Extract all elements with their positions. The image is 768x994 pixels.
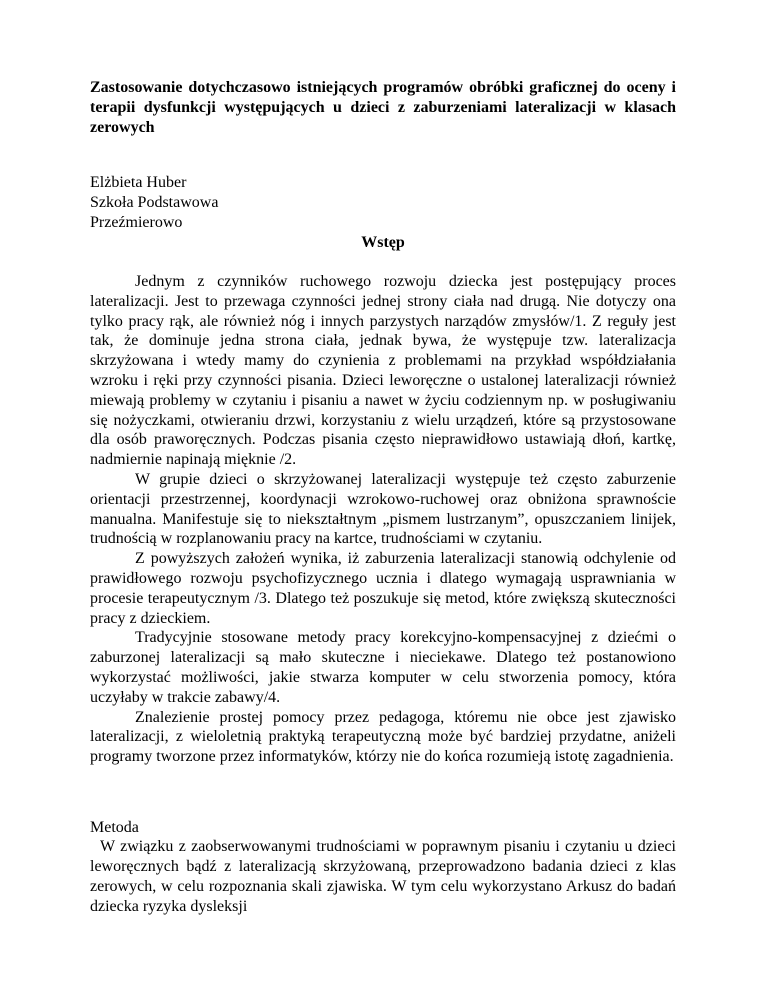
intro-paragraph-3: Z powyższych założeń wynika, iż zaburzenia lateralizacji stanowią odchylenie od prawidłowego rozwoju psychofizycznego ucznia i dlatego wymagają usprawniania w procesie terapeutycznym /3. Dlatego też poszukuje się metod, które zwiększą skuteczności pracy z dzieckiem. (90, 550, 676, 627)
intro-heading: Wstęp (361, 234, 405, 251)
intro-body (90, 272, 676, 767)
author-place: Przeźmierowo (90, 214, 183, 231)
author-block (90, 173, 218, 233)
method-paragraph: W związku z zaobserwowanymi trudnościami w poprawnym pisaniu i czytaniu u dzieci leworęcznych bądź z lateralizacją skrzyżowaną, przeprowadzono badania dzieci z klas zerowych, w celu rozpoznania skali zjawiska. W tym celu wykorzystano Arkusz do badań dziecka ryzyka dysleksji (90, 838, 676, 915)
author-school: Szkoła Podstawowa (90, 194, 219, 211)
intro-paragraph-4: Tradycyjnie stosowane metody pracy korekcyjno-kompensacyjnej z dziećmi o zaburzonej lateralizacji są mało skuteczne i nieciekawe. Dlatego też postanowiono wykorzystać możliwości, jakie stwarza komputer w celu stworzenia pomocy, która uczyłaby w trakcie zabawy/4. (90, 629, 676, 706)
method-heading: Metoda (90, 819, 139, 836)
author-name: Elżbieta Huber (90, 174, 187, 191)
document-title: Zastosowanie dotychczasowo istniejących programów obróbki graficznej do oceny i terapii dysfunkcji występujących u dzieci z zaburzeniami lateralizacji w klasach zerowych (90, 79, 676, 136)
method-body (90, 837, 676, 917)
intro-paragraph-5: Znalezienie prostej pomocy przez pedagoga, któremu nie obce jest zjawisko lateralizacji, z wieloletnią praktyką terapeutyczną może być bardziej przydatne, aniżeli programy tworzone przez informatyków, którzy nie do końca rozumieją istotę zagadnienia. (90, 708, 676, 766)
intro-paragraph-2: W grupie dzieci o skrzyżowanej lateralizacji występuje też często zaburzenie orientacji przestrzennej, koordynacji wzrokowo-ruchowej oraz obniżona sprawnoście manualna. Manifestuje się to niekształtnym „pismem lustrzanym”, opuszczaniem linijek, trudnością w rozplanowaniu pracy na kartce, trudnościami w czytaniu. (90, 470, 676, 548)
intro-paragraph-1: Jednym z czynników ruchowego rozwoju dziecka jest postępujący proces lateralizacji. Jest to przewaga czynności jednej strony ciała nad drugą. Nie dotyczy ona tylko pracy rąk, ale również nóg i innych parzystych narządów zmysłów/1. Z reguły jest tak, że dominuje jedna strona ciała, jednak bywa, że występuje tzw. lateralizacja skrzyżowana i wtedy mamy do czynienia z problemami na przykład współdziałania wzroku i ręki przy czynności pisania. Dzieci leworęczne o ustalonej lateralizacji również miewają problemy w czytaniu i pisaniu a nawet w życiu codziennym np. w posługiwaniu się nożyczkami, otwieraniu drzwi, korzystaniu z wielu urządzeń, które są przystosowane dla osób praworęcznych. Podczas pisania często nieprawidłowo ustawiają dłoń, kartkę, nadmiernie napinają mięknie /2. (90, 273, 676, 469)
